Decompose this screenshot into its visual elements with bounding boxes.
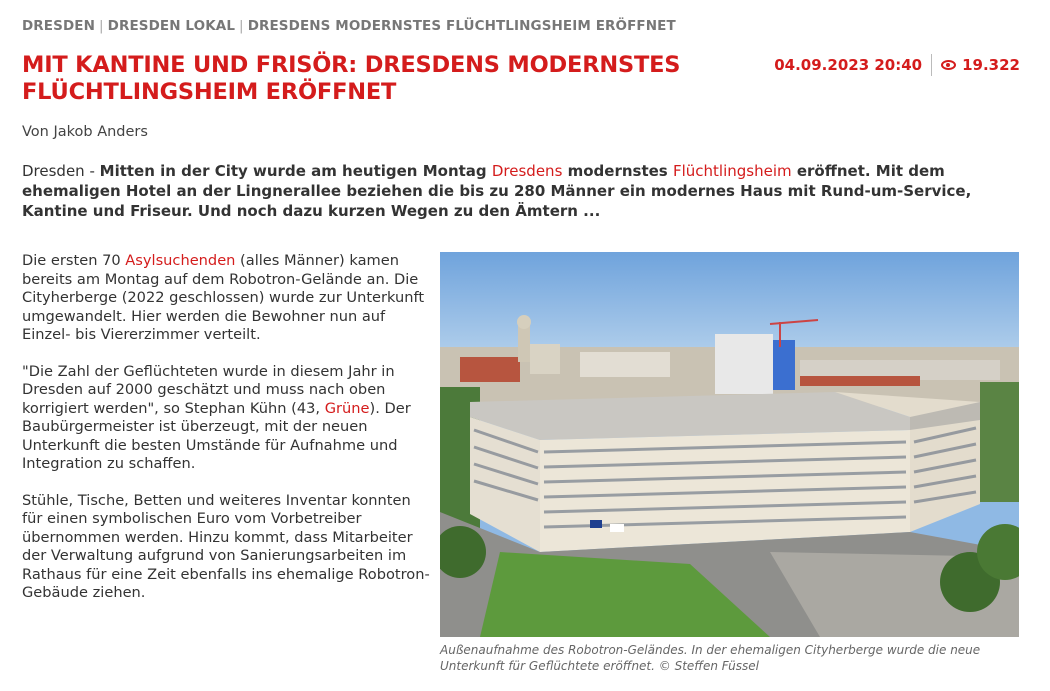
lead-text-3: eröffnet. Mit dem ehemaligen Hotel an der Lingnerallee beziehen die bis zu 280 Männer ein modernes Haus mit Rund-um-Service, Kantine und Friseur. Und noch dazu kurzen Wegen zu den Ämtern ... [22,162,972,220]
article-body [22,252,434,621]
meta-divider [931,54,932,76]
breadcrumb [22,18,676,34]
lead-text-1: Mitten in der City wurde am heutigen Montag [99,162,492,180]
aerial-building-illustration [440,252,1019,637]
paragraph-1 [22,252,434,345]
link-fluechtlingsheim[interactable]: Flüchtlingsheim [672,162,792,180]
paragraph-text: "Die Zahl der Geflüchteten wurde in diesem Jahr in Dresden auf 2000 geschätzt und muss nach oben korrigiert werden", so Stephan Kühn (43, [22,362,395,417]
paragraph-3: Stühle, Tische, Betten und weiteres Inventar konnten für einen symbolischen Euro vom Vorbetreiber übernommen werden. Hinzu kommt, dass Mitarbeiter der Verwaltung aufgrund von Sanierungsarbeiten im Rathaus für eine Zeit ebenfalls ins ehemalige Robotron-Gebäude ziehen. [22,491,430,601]
breadcrumb-item-dresden-lokal[interactable]: DRESDEN LOKAL [107,18,236,34]
breadcrumb-separator: | [98,18,104,34]
lead-location: Dresden - [22,162,100,180]
article-photo[interactable] [440,252,1019,637]
breadcrumb-item-dresden[interactable]: DRESDEN [22,18,95,34]
lead-text-2: modernstes [562,162,673,180]
author-line: Von Jakob Anders [22,124,148,140]
breadcrumb-separator: | [239,18,244,34]
paragraph-text: (alles Männer) kamen bereits am Montag auf dem Robotron-Gelände an. Die Cityherberge (2022 geschlossen) wurde zur Unterkunft umgewandelt. Hier werden die Bewohner nun auf Einzel- bis Viererzimmer verteilt. [22,252,425,343]
link-asylsuchenden[interactable]: Asylsuchenden [125,252,236,269]
article-meta [774,54,1020,76]
view-count: 19.322 [962,56,1020,74]
eye-icon [941,60,956,70]
link-gruene[interactable]: Grüne [324,399,370,417]
paragraph-2 [22,363,434,474]
link-dresdens[interactable]: Dresdens [491,162,563,180]
photo-caption: Außenaufnahme des Robotron-Geländes. In der ehemaligen Cityherberge wurde die neue Unterkunft für Geflüchtete eröffnet. © Steffen Füssel [440,643,981,673]
page-title: MIT KANTINE UND FRISÖR: DRESDENS MODERNSTES FLÜCHTLINGSHEIM ERÖFFNET [22,52,681,105]
paragraph-text: Die ersten 70 [22,252,126,269]
article-lead [22,161,1022,221]
publish-date: 04.09.2023 20:40 [774,56,923,74]
breadcrumb-item-current: DRESDENS MODERNSTES FLÜCHTLINGSHEIM ERÖFFNET [247,18,676,34]
paragraph-text: ). Der Baubürgermeister ist überzeugt, mit der neuen Unterkunft die besten Umstände für Aufnahme und Integration zu schaffen. [22,399,411,472]
